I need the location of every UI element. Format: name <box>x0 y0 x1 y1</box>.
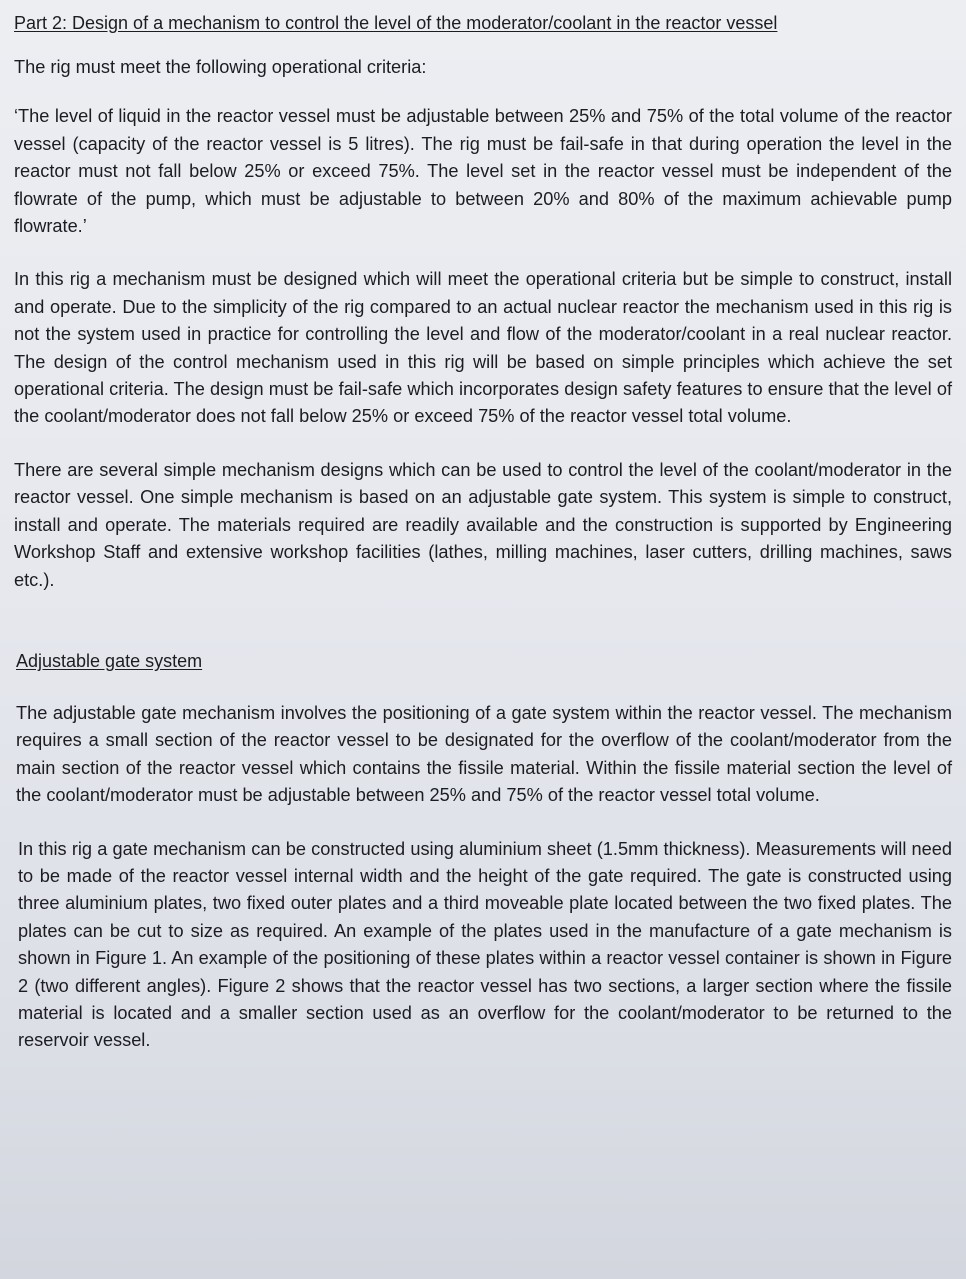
gate-construction-paragraph: In this rig a gate mechanism can be constructed using aluminium sheet (1.5mm thickness). Measurements will need to be made of the reactor vessel internal width and the height of the gate required. The gate is constructed using three aluminium plates, two fixed outer plates and a third moveable plate located between the two fixed plates. The plates can be cut to size as required. An example of the plates used in the manufacture of a gate mechanism is shown in Figure 1. An example of the positioning of these plates within a reactor vessel container is shown in Figure 2 (two different angles). Figure 2 shows that the reactor vessel has two sections, a larger section where the fissile material is located and a smaller section used as an overflow for the coolant/moderator to be returned to the reservoir vessel. <box>18 838 952 1051</box>
gate-mechanism-paragraph: The adjustable gate mechanism involves the positioning of a gate system within the reactor vessel. The mechanism requires a small section of the reactor vessel to be designated for the overflow of the coolant/moderator from the main section of the reactor vessel which contains the fissile material. Within the fissile material section the level of the coolant/moderator must be adjustable between 25% and 75% of the reactor vessel total volume. <box>16 702 952 806</box>
part-heading: Part 2: Design of a mechanism to control the level of the moderator/coolant in the reactor vessel <box>14 13 778 33</box>
criteria-quote: ‘The level of liquid in the reactor vessel must be adjustable between 25% and 75% of the total volume of the reactor vessel (capacity of the reactor vessel is 5 litres). The rig must be fail-safe in that during operation the level in the reactor must not fall below 25% or exceed 75%. The level set in the reactor vessel must be independent of the flowrate of the pump, which must be adjustable to between 20% and 80% of the maximum achievable pump flowrate.’ <box>14 106 952 237</box>
mechanism-designs-paragraph: There are several simple mechanism designs which can be used to control the level of the coolant/moderator in the reactor vessel. One simple mechanism is based on an adjustable gate system. This system is simple to construct, install and operate. The materials required are readily available and the construction is supported by Engineering Workshop Staff and extensive workshop facilities (lathes, milling machines, laser cutters, drilling machines, saws etc.). <box>14 459 952 590</box>
document-page <box>14 10 952 1055</box>
rig-paragraph: In this rig a mechanism must be designed which will meet the operational criteria but be simple to construct, install and operate. Due to the simplicity of the rig compared to an actual nuclear reactor the mechanism used in this rig is not the system used in practice for controlling the level and flow of the moderator/coolant in a real nuclear reactor. The design of the control mechanism used in this rig will be based on simple principles which achieve the set operational criteria. The design must be fail-safe which incorporates design safety features to ensure that the level of the coolant/moderator does not fall below 25% or exceed 75% of the reactor vessel total volume. <box>14 269 952 427</box>
gate-system-heading: Adjustable gate system <box>16 650 203 671</box>
intro-paragraph: The rig must meet the following operational criteria: <box>14 57 427 77</box>
